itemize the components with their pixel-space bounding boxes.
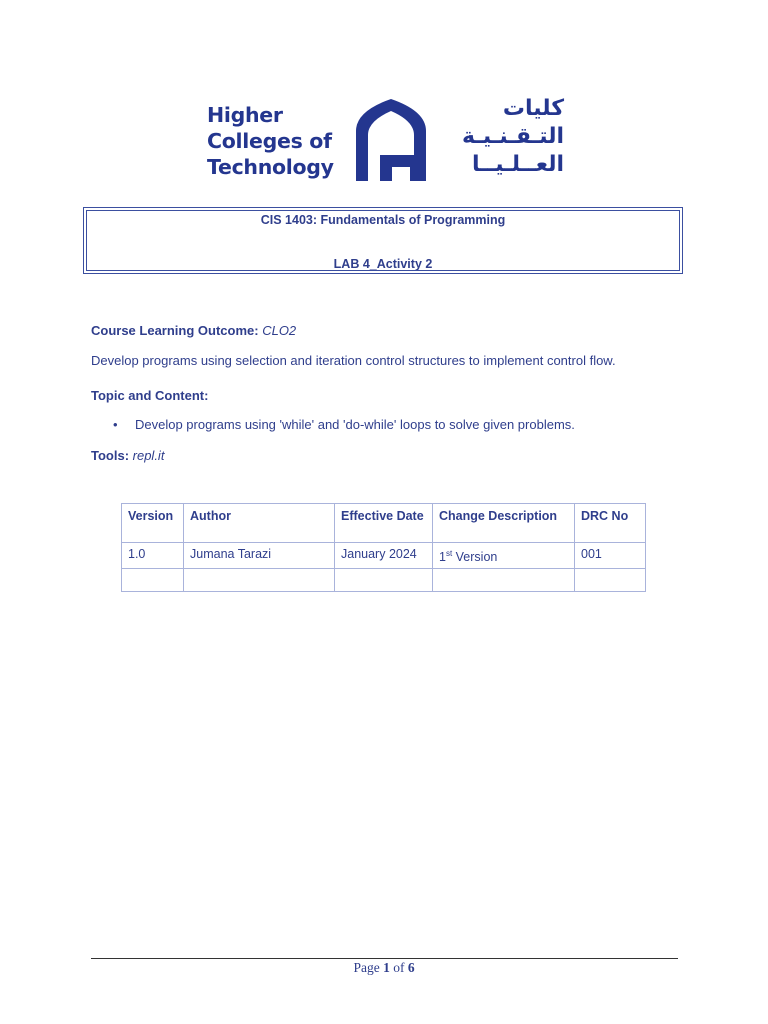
table-header: Version: [122, 504, 184, 543]
bullet-icon: •: [113, 417, 118, 432]
table-cell: Jumana Tarazi: [184, 543, 335, 569]
table-header: DRC No: [575, 504, 646, 543]
version-table: [121, 503, 646, 592]
table-cell: 001: [575, 543, 646, 569]
arch-emblem-icon: [352, 97, 430, 181]
tools-value: repl.it: [132, 448, 165, 463]
table-cell: [433, 569, 575, 592]
table-cell: 1.0: [122, 543, 184, 569]
clo-heading: [91, 323, 296, 338]
title-box: [83, 207, 683, 274]
table-row: [122, 569, 646, 592]
logo-line-1: Higher: [207, 103, 283, 127]
footer-divider: [91, 958, 678, 959]
table-row: [122, 543, 646, 569]
lab-title: LAB 4_Activity 2: [333, 257, 433, 271]
table-cell: [122, 569, 184, 592]
logo-line-2: Colleges of: [207, 129, 332, 153]
logo-ar-line-3: العــلـيــا: [471, 152, 564, 177]
logo-ar-line-2: التـقـنـيـة: [462, 124, 564, 149]
table-cell: [575, 569, 646, 592]
ordinal-suffix: st: [445, 549, 453, 558]
logo-english-text: [207, 102, 334, 180]
table-cell: January 2024: [335, 543, 433, 569]
course-title: CIS 1403: Fundamentals of Programming: [260, 213, 506, 227]
clo-value: CLO2: [262, 323, 297, 338]
of-word: of: [389, 960, 408, 975]
version-number: 1: [439, 550, 446, 565]
tools-heading: [91, 448, 164, 463]
current-page: 1: [383, 960, 390, 975]
topic-bullet-text: Develop programs using 'while' and 'do-while' loops to solve given problems.: [135, 417, 575, 432]
topic-bullet: [113, 417, 575, 432]
hct-logo: [200, 93, 568, 185]
page-word: Page: [353, 960, 384, 975]
table-cell: [335, 569, 433, 592]
page-number: [0, 960, 768, 976]
clo-label: Course Learning Outcome:: [91, 323, 263, 338]
table-cell: [184, 569, 335, 592]
table-header: Change Description: [433, 504, 575, 543]
table-header: Effective Date: [335, 504, 433, 543]
version-word: Version: [452, 550, 498, 565]
table-header-row: [122, 504, 646, 543]
table-header: Author: [184, 504, 335, 543]
tools-label: Tools:: [91, 448, 133, 463]
table-cell: [433, 543, 575, 569]
logo-ar-line-1: كليات: [502, 96, 564, 121]
topic-heading: Topic and Content:: [91, 388, 209, 403]
logo-line-3: Technology: [207, 155, 334, 179]
total-pages: 6: [407, 960, 415, 975]
clo-description: Develop programs using selection and iteration control structures to implement control flow.: [91, 353, 616, 368]
logo-arabic-text: [462, 95, 564, 179]
